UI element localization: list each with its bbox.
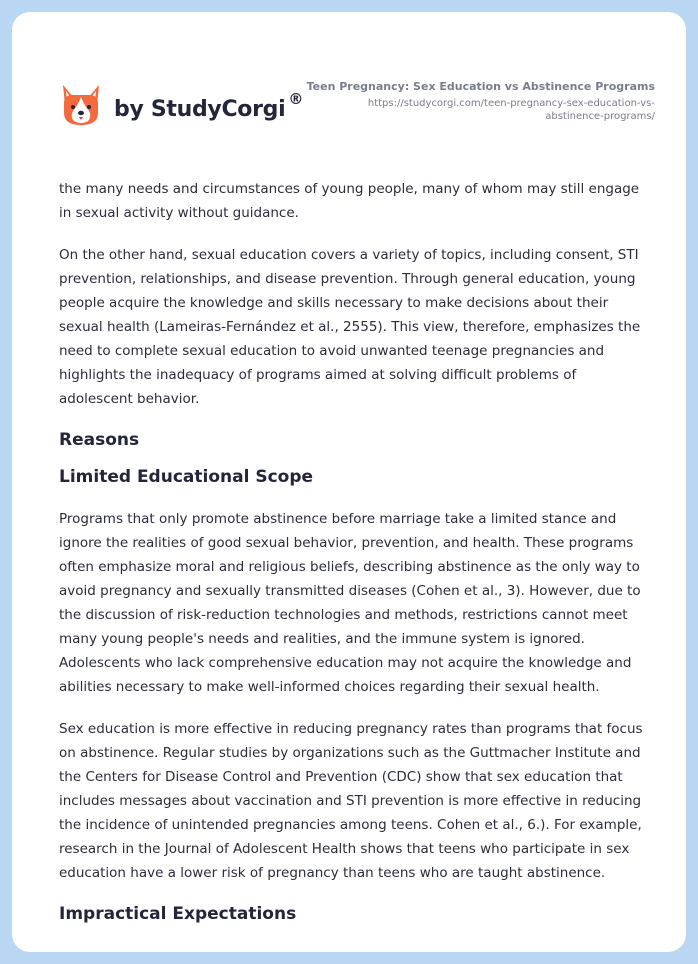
document-page <box>12 12 686 952</box>
paragraph: the many needs and circumstances of young people, many of whom may still engage in sexual activity without guidance. <box>59 181 640 221</box>
corgi-logo-icon <box>60 83 102 129</box>
section-heading-reasons: Reasons <box>59 430 140 450</box>
document-meta <box>295 80 655 123</box>
paragraph: On the other hand, sexual education covers a variety of topics, including consent, STI prevention, relationships, and disease prevention. Through general education, young people acquire the knowledge and skills necessary to make decisions about their sexual health (Lameiras-Fernández et al., 2555). This view, therefore, emphasizes the need to complete sexual education to avoid unwanted teenage pregnancies and highlights the inadequacy of programs aimed at solving difficult problems of adolescent behavior. <box>59 247 641 407</box>
registered-mark: ® <box>288 89 304 108</box>
paragraph: Sex education is more effective in reducing pregnancy rates than programs that focus on abstinence. Regular studies by organizations such as the Guttmacher Institute and the Centers for Disease Control and Prevention (CDC) show that sex education that includes messages about vaccination and STI prevention is more effective in reducing the incidence of unintended pregnancies among teens. Cohen et al., 6.). For example, research in the Journal of Adolescent Health shows that teens who participate in sex education have a lower risk of pregnancy than teens who are taught abstinence. <box>59 721 643 881</box>
document-title: Teen Pregnancy: Sex Education vs Abstinence Programs <box>306 80 655 93</box>
section-heading-impractical-expectations: Impractical Expectations <box>59 904 297 924</box>
studycorgi-logo[interactable] <box>60 76 303 136</box>
document-url[interactable]: https://studycorgi.com/teen-pregnancy-sex-education-vs-abstinence-programs/ <box>367 98 655 122</box>
logo-text: by StudyCorgi ® <box>114 89 304 122</box>
article-content <box>59 177 651 925</box>
section-heading-limited-educational-scope: Limited Educational Scope <box>59 467 314 487</box>
paragraph: Programs that only promote abstinence before marriage take a limited stance and ignore the realities of good sexual behavior, prevention, and health. These programs often emphasize moral and religious beliefs, describing abstinence as the only way to avoid pregnancy and sexually transmitted diseases (Cohen et al., 3). However, due to the discussion of risk-reduction technologies and methods, restrictions cannot meet many young people's needs and realities, and the immune system is ignored. Adolescents who lack comprehensive education may not acquire the knowledge and abilities necessary to make well-informed choices regarding their sexual health. <box>59 511 641 695</box>
